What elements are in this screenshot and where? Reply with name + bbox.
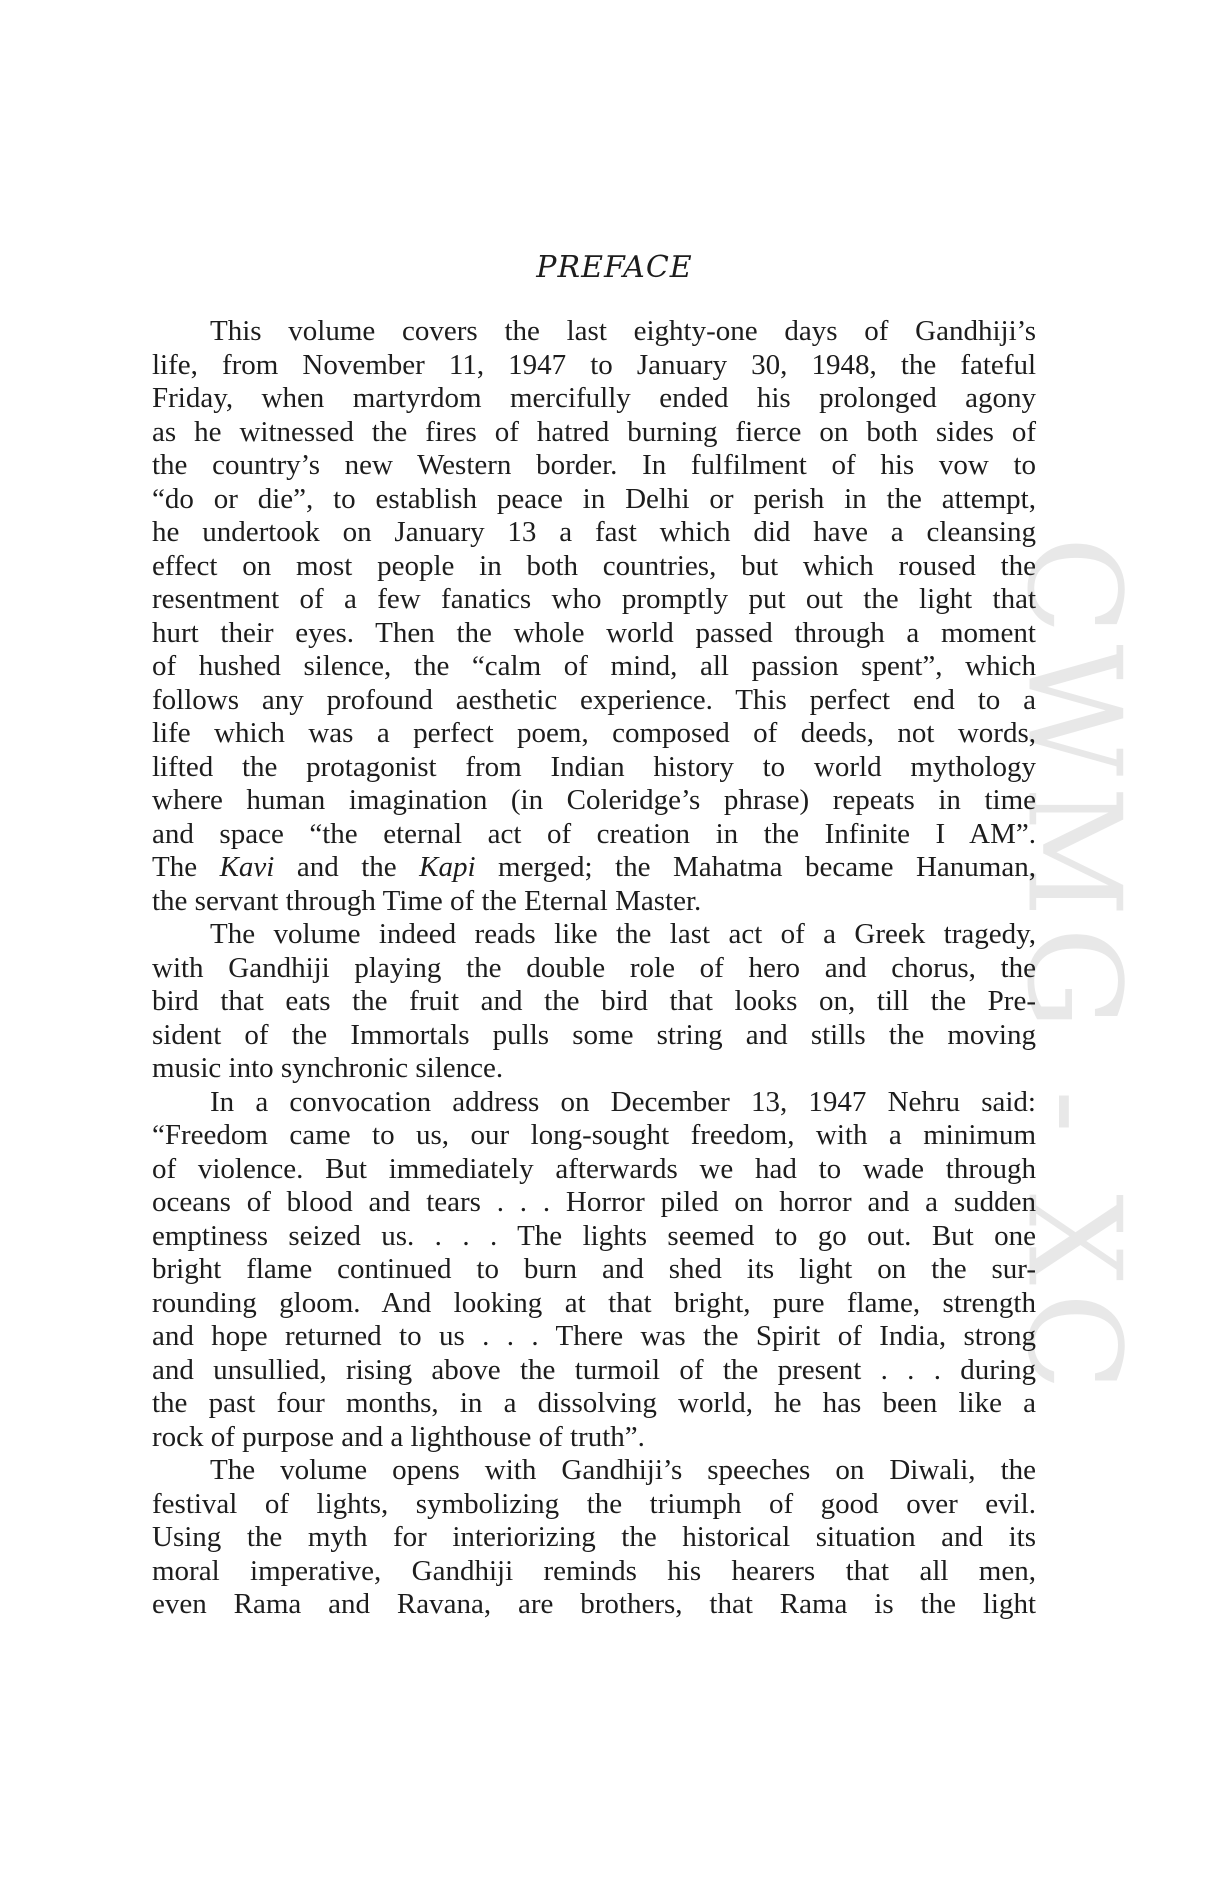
text-line: as he witnessed the fires of hatred burning fierce on both sides of [152, 415, 1036, 448]
text-line: sident of the Immortals pulls some string and stills the moving [152, 1018, 1036, 1051]
italic-term-kavi: Kavi [219, 851, 275, 883]
text-line: effect on most people in both countries, but which roused the [152, 549, 1036, 582]
text-line: and hope returned to us . . . There was the Spirit of India, strong [152, 1320, 1036, 1352]
text-line: lifted the protagonist from Indian history to world mythology [152, 750, 1036, 783]
text-fragment: merged; the Mahatma became Hanuman, [475, 851, 1036, 883]
text-line: In a convocation address on December 13, 1947 Nehru said: [210, 1085, 1036, 1118]
text-line: bird that eats the fruit and the bird that looks on, till the Pre- [152, 985, 1036, 1017]
text-line: The volume indeed reads like the last act of a Greek tragedy, [210, 918, 1036, 950]
text-line: emptiness seized us. . . . The lights seemed to go out. But one [152, 1219, 1036, 1252]
text-line: of violence. But immediately afterwards we had to wade through [152, 1152, 1036, 1185]
text-line: festival of lights, symbolizing the triumph of good over evil. [152, 1487, 1036, 1520]
text-line: where human imagination (in Coleridge’s phrase) repeats in time [152, 784, 1036, 816]
text-line: even Rama and Ravana, are brothers, that Rama is the light [152, 1588, 1036, 1620]
text-line: “Freedom came to us, our long-sought freedom, with a minimum [152, 1119, 1036, 1151]
text-line: rock of purpose and a lighthouse of truth”. [152, 1420, 645, 1453]
text-line: resentment of a few fanatics who promptly put out the light that [152, 583, 1036, 615]
text-line: follows any profound aesthetic experience. This perfect end to a [152, 683, 1036, 716]
text-line: the servant through Time of the Eternal Master. [152, 884, 702, 917]
text-line: of hushed silence, the “calm of mind, all passion spent”, which [152, 650, 1036, 682]
text-line: rounding gloom. And looking at that bright, pure flame, strength [152, 1286, 1036, 1319]
text-line: with Gandhiji playing the double role of hero and chorus, the [152, 951, 1036, 984]
watermark-text: CWMG - XC [998, 535, 1148, 1401]
text-line: The volume opens with Gandhiji’s speeches on Diwali, the [210, 1454, 1036, 1486]
page-title: PREFACE [536, 250, 693, 285]
text-line: moral imperative, Gandhiji reminds his hearers that all men, [152, 1554, 1036, 1587]
text-line: Friday, when martyrdom mercifully ended his prolonged agony [152, 382, 1036, 414]
paragraph-2 [152, 918, 1036, 1086]
text-line: the country’s new Western border. In fulfilment of his vow to [152, 449, 1036, 481]
preface-body [152, 315, 1036, 1622]
text-line: music into synchronic silence. [152, 1052, 504, 1084]
text-line: he undertook on January 13 a fast which did have a cleansing [152, 516, 1036, 548]
text-line: “do or die”, to establish peace in Delhi or perish in the attempt, [152, 482, 1036, 515]
text-line: oceans of blood and tears . . . Horror piled on horror and a sudden [152, 1186, 1036, 1218]
text-line: and unsullied, rising above the turmoil of the present . . . during [152, 1353, 1036, 1386]
text-line: life which was a perfect poem, composed of deeds, not words, [152, 717, 1036, 749]
text-line: This volume covers the last eighty-one days of Gandhiji’s [210, 315, 1036, 347]
paragraph-1 [152, 315, 1036, 918]
text-line-italic-terms [152, 851, 1036, 885]
text-fragment: The [152, 851, 220, 883]
text-line: the past four months, in a dissolving world, he has been like a [152, 1387, 1036, 1419]
paragraph-3 [152, 1086, 1036, 1455]
paragraph-4 [152, 1454, 1036, 1622]
text-line: and space “the eternal act of creation in the Infinite I AM”. [152, 817, 1036, 850]
text-line: life, from November 11, 1947 to January 30, 1948, the fateful [152, 348, 1036, 381]
text-line: bright flame continued to burn and shed its light on the sur- [152, 1253, 1036, 1285]
text-fragment: and the [274, 851, 420, 883]
text-line: hurt their eyes. Then the whole world passed through a moment [152, 616, 1036, 649]
text-line: Using the myth for interiorizing the historical situation and its [152, 1521, 1036, 1553]
italic-term-kapi: Kapi [419, 851, 476, 883]
